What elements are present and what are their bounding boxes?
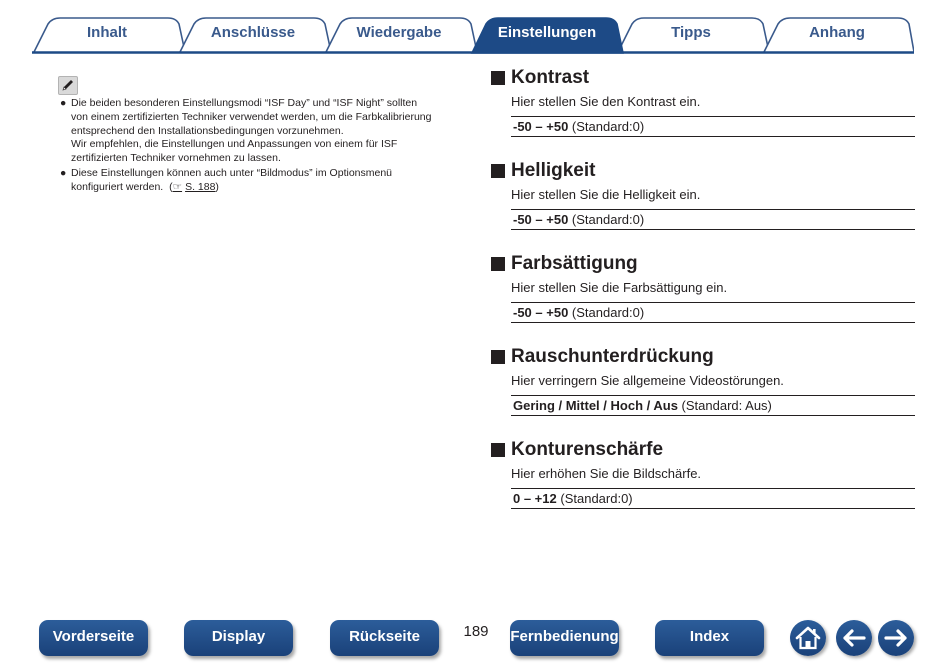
setting-title: Helligkeit bbox=[511, 160, 596, 181]
tab-inhalt[interactable]: Inhalt bbox=[87, 24, 127, 41]
range-standard: (Standard:0) bbox=[571, 305, 645, 320]
note-item bbox=[60, 97, 470, 166]
arrow-left-icon bbox=[836, 620, 872, 656]
bullet-icon: ● bbox=[60, 166, 67, 179]
index-button[interactable]: Index bbox=[655, 620, 764, 656]
setting-title: Konturenschärfe bbox=[511, 439, 664, 460]
setting-range bbox=[511, 116, 915, 137]
heading-square-icon bbox=[491, 443, 505, 457]
note-pencil-icon bbox=[58, 76, 78, 95]
ref-open-paren: ( bbox=[169, 180, 173, 193]
back-panel-button[interactable]: Rückseite bbox=[330, 620, 439, 656]
page-number: 189 bbox=[463, 623, 489, 640]
tab-tipps[interactable]: Tipps bbox=[671, 24, 711, 41]
range-values: -50 – +50 bbox=[513, 305, 569, 320]
setting-farbsaettigung bbox=[490, 253, 915, 328]
setting-heading bbox=[490, 67, 915, 89]
setting-kontrast bbox=[490, 67, 915, 142]
setting-range bbox=[511, 488, 915, 509]
forward-button[interactable] bbox=[878, 620, 914, 656]
setting-description: Hier stellen Sie den Kontrast ein. bbox=[511, 94, 701, 109]
setting-range bbox=[511, 302, 915, 323]
heading-square-icon bbox=[491, 71, 505, 85]
note-line: Diese Einstellungen können auch unter “Bildmodus” im Optionsmenü bbox=[71, 166, 393, 179]
setting-title: Kontrast bbox=[511, 67, 590, 88]
note-line: von einem zertifizierten Techniker verwendet werden, um die Farbkalibrierung bbox=[71, 110, 432, 123]
note-line: Wir empfehlen, die Einstellungen und Anpassungen von einem für ISF bbox=[71, 138, 398, 151]
range-values: Gering / Mittel / Hoch / Aus bbox=[513, 398, 678, 413]
setting-konturenschaerfe bbox=[490, 439, 915, 514]
setting-title: Farbsättigung bbox=[511, 253, 638, 274]
pointing-hand-icon: ☞ bbox=[172, 180, 183, 193]
tab-anschluesse[interactable]: Anschlüsse bbox=[210, 24, 296, 41]
setting-rauschunterdrueckung bbox=[490, 346, 915, 421]
remote-control-button[interactable]: Fernbedienung bbox=[510, 620, 619, 656]
heading-square-icon bbox=[491, 350, 505, 364]
range-values: 0 – +12 bbox=[513, 491, 557, 506]
heading-square-icon bbox=[491, 257, 505, 271]
range-values: -50 – +50 bbox=[513, 212, 569, 227]
setting-description: Hier erhöhen Sie die Bildschärfe. bbox=[511, 466, 702, 481]
tab-anhang[interactable]: Anhang bbox=[809, 24, 865, 41]
bullet-icon: ● bbox=[60, 97, 67, 109]
home-icon bbox=[790, 620, 826, 656]
page-reference-text: S. 188 bbox=[185, 180, 216, 193]
top-tab-bar bbox=[32, 0, 914, 54]
range-standard: (Standard:0) bbox=[571, 212, 645, 227]
range-values: -50 – +50 bbox=[513, 119, 569, 134]
tab-wiedergabe[interactable]: Wiedergabe bbox=[356, 24, 442, 41]
setting-helligkeit bbox=[490, 160, 915, 235]
setting-description: Hier stellen Sie die Helligkeit ein. bbox=[511, 187, 701, 202]
arrow-right-icon bbox=[878, 620, 914, 656]
display-button[interactable]: Display bbox=[184, 620, 293, 656]
heading-square-icon bbox=[491, 164, 505, 178]
page-reference-link[interactable] bbox=[173, 181, 216, 193]
setting-range bbox=[511, 209, 915, 230]
range-standard: (Standard:0) bbox=[571, 119, 645, 134]
setting-heading bbox=[490, 439, 915, 461]
range-standard: (Standard: Aus) bbox=[681, 398, 772, 413]
setting-heading bbox=[490, 160, 915, 182]
note-line: konfiguriert werden. bbox=[71, 180, 164, 193]
note-item bbox=[60, 167, 470, 195]
note-list bbox=[60, 97, 470, 196]
home-button[interactable] bbox=[790, 620, 826, 656]
range-standard: (Standard:0) bbox=[560, 491, 633, 506]
note-line: Die beiden besonderen Einstellungsmodi “ISF Day” und “ISF Night” sollten bbox=[71, 97, 418, 109]
setting-description: Hier stellen Sie die Farbsättigung ein. bbox=[511, 280, 728, 295]
note-line: zertifizierten Techniker vornehmen zu lassen. bbox=[71, 152, 281, 165]
front-page-button[interactable]: Vorderseite bbox=[39, 620, 148, 656]
setting-heading bbox=[490, 346, 915, 368]
note-line: entsprechend den Installationsbedingungen vorzunehmen. bbox=[71, 124, 344, 137]
setting-title: Rauschunterdrückung bbox=[511, 346, 714, 367]
setting-heading bbox=[490, 253, 915, 275]
tab-einstellungen[interactable]: Einstellungen bbox=[497, 24, 597, 41]
setting-description: Hier verringern Sie allgemeine Videostörungen. bbox=[511, 373, 784, 388]
ref-close-paren: ) bbox=[215, 180, 219, 193]
setting-range bbox=[511, 395, 915, 416]
back-button[interactable] bbox=[836, 620, 872, 656]
